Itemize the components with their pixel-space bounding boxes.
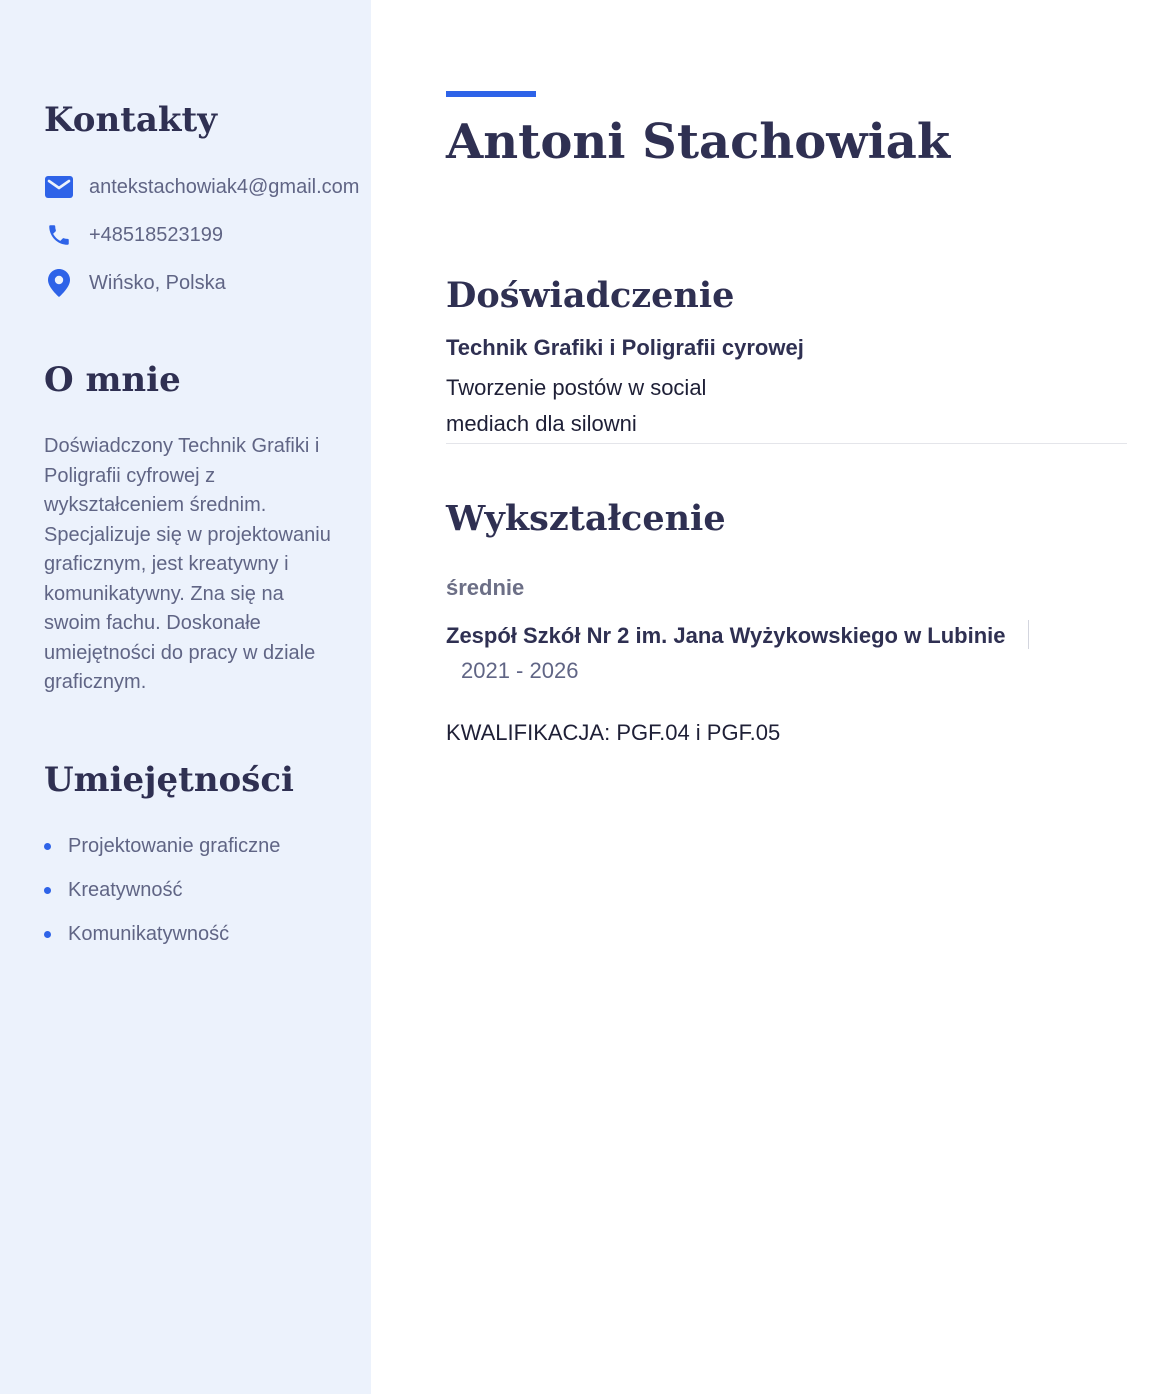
school-separator xyxy=(1028,620,1029,649)
phone-icon xyxy=(44,220,74,250)
skill-label: Projektowanie graficzne xyxy=(68,835,281,857)
school-name: Zespół Szkół Nr 2 im. Jana Wyżykowskiego w Lubinie xyxy=(446,623,1006,648)
skills-list xyxy=(44,830,280,962)
list-item xyxy=(44,830,280,874)
about-heading: O mnie xyxy=(44,360,181,400)
contact-email[interactable] xyxy=(44,172,359,202)
contact-phone[interactable] xyxy=(44,220,223,250)
list-item xyxy=(44,874,280,918)
education-heading: Wykształcenie xyxy=(446,498,726,539)
bullet-dot-icon xyxy=(44,931,51,938)
education-years: 2021 - 2026 xyxy=(461,658,579,683)
contacts-heading: Kontakty xyxy=(44,100,217,140)
skill-label: Kreatywność xyxy=(68,879,183,901)
job-title: Technik Grafiki i Poligrafii cyrowej xyxy=(446,335,804,360)
bullet-dot-icon xyxy=(44,843,51,850)
skills-heading: Umiejętności xyxy=(44,760,294,800)
list-item xyxy=(44,918,280,962)
sidebar xyxy=(0,0,371,1394)
job-description: Tworzenie postów w social mediach dla silowni xyxy=(446,375,707,436)
location-text: Wińsko, Polska xyxy=(89,271,226,294)
phone-text[interactable]: +48518523199 xyxy=(89,223,224,246)
envelope-icon xyxy=(44,172,74,202)
experience-heading: Doświadczenie xyxy=(446,275,735,316)
section-divider xyxy=(446,443,1127,444)
map-pin-icon xyxy=(44,268,74,298)
degree-label: średnie xyxy=(446,575,525,600)
accent-bar xyxy=(446,91,536,97)
bullet-dot-icon xyxy=(44,887,51,894)
contact-location xyxy=(44,268,226,298)
about-text: Doświadczony Technik Grafiki i Poligrafii cyfrowej z wykształceniem średnim. Specjalizuje się w projektowaniu graficznym, jest kreatywny i komunikatywny. Zna się na swoim fachu. Doskonałe umiejętności do pracy w dziale graficznym. xyxy=(44,435,331,693)
qualification-text: KWALIFIKACJA: PGF.04 i PGF.05 xyxy=(446,720,781,745)
email-text[interactable]: antekstachowiak4@gmail.com xyxy=(89,175,360,198)
skill-label: Komunikatywność xyxy=(68,923,230,945)
candidate-name: Antoni Stachowiak xyxy=(446,114,951,170)
